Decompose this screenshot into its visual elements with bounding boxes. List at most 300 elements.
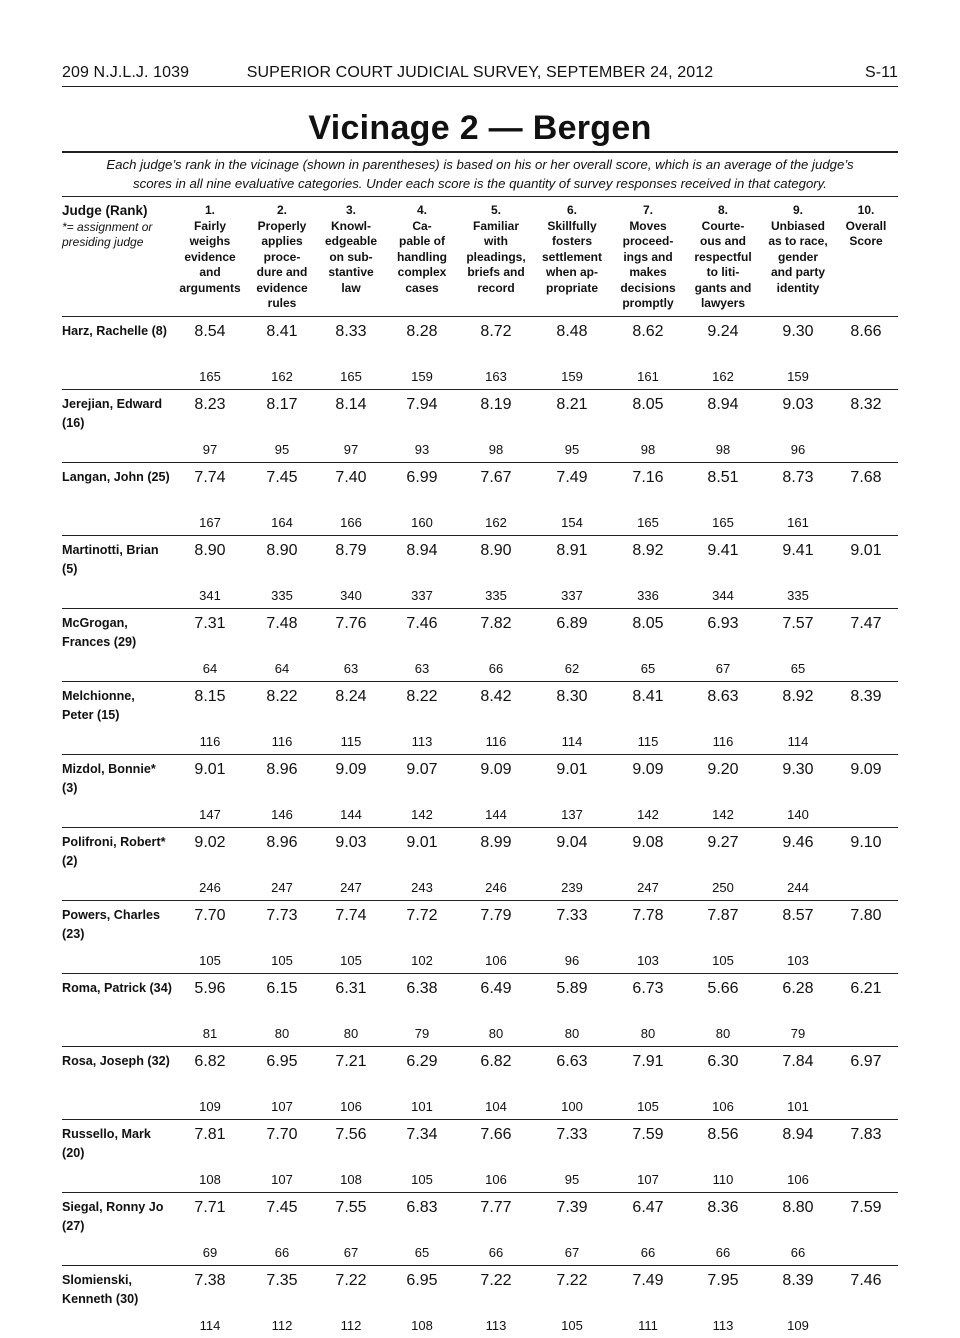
judge-name: Siegal, Ronny Jo (27) <box>62 1199 164 1233</box>
score-cell <box>246 389 318 462</box>
score-value: 6.95 <box>406 1271 438 1289</box>
score-cell <box>684 1046 762 1119</box>
score-value: 5.66 <box>707 979 739 997</box>
page-number: S-11 <box>864 64 898 81</box>
response-count: 160 <box>411 514 433 530</box>
response-count: 114 <box>787 733 809 749</box>
response-count: 243 <box>411 879 433 895</box>
score-value: 8.96 <box>266 760 298 778</box>
score-cell <box>612 900 684 973</box>
survey-page <box>62 62 898 1338</box>
score-cell <box>174 462 246 535</box>
score-value: 8.15 <box>194 687 226 705</box>
score-cell <box>246 535 318 608</box>
response-count: 67 <box>564 1244 580 1260</box>
score-value: 7.80 <box>850 906 882 924</box>
score-cell <box>460 1265 532 1338</box>
response-count: 165 <box>712 514 734 530</box>
score-value: 7.39 <box>556 1198 588 1216</box>
score-value: 8.91 <box>556 541 588 559</box>
score-value: 8.73 <box>782 468 814 486</box>
response-count: 162 <box>271 368 293 384</box>
score-value: 7.67 <box>480 468 512 486</box>
response-count: 97 <box>202 441 218 457</box>
score-value: 9.01 <box>406 833 438 851</box>
overall-score-cell <box>834 316 898 389</box>
score-cell <box>762 389 834 462</box>
score-cell <box>684 535 762 608</box>
response-count: 114 <box>199 1317 221 1333</box>
score-cell <box>318 535 384 608</box>
score-value: 6.95 <box>266 1052 298 1070</box>
score-value: 8.72 <box>480 322 512 340</box>
response-count: 246 <box>485 879 507 895</box>
score-value: 9.04 <box>556 833 588 851</box>
response-count: 159 <box>411 368 433 384</box>
score-cell <box>318 462 384 535</box>
response-count: 115 <box>637 733 659 749</box>
score-cell <box>612 1265 684 1338</box>
score-cell <box>762 754 834 827</box>
score-value: 7.68 <box>850 468 882 486</box>
score-cell <box>318 754 384 827</box>
score-value: 6.15 <box>266 979 298 997</box>
overall-score-cell <box>834 1192 898 1265</box>
response-count: 101 <box>411 1098 433 1114</box>
score-value: 8.62 <box>632 322 664 340</box>
score-value: 8.28 <box>406 322 438 340</box>
score-cell <box>460 608 532 681</box>
score-value: 8.99 <box>480 833 512 851</box>
score-cell <box>460 900 532 973</box>
score-cell <box>384 389 460 462</box>
score-value: 6.21 <box>850 979 882 997</box>
overall-score-cell <box>834 1046 898 1119</box>
response-count: 335 <box>485 587 507 603</box>
score-value: 8.14 <box>335 395 367 413</box>
judge-name: Jerejian, Edward (16) <box>62 396 163 430</box>
table-row <box>62 389 898 462</box>
score-value: 9.01 <box>194 760 226 778</box>
response-count: 67 <box>715 660 731 676</box>
score-cell <box>460 681 532 754</box>
score-cell <box>318 1265 384 1338</box>
score-cell <box>762 973 834 1046</box>
score-cell <box>684 827 762 900</box>
score-value: 9.09 <box>480 760 512 778</box>
score-value: 9.03 <box>335 833 367 851</box>
score-cell <box>384 1192 460 1265</box>
response-count: 142 <box>712 806 734 822</box>
score-value: 6.73 <box>632 979 664 997</box>
score-value: 7.48 <box>266 614 298 632</box>
response-count: 105 <box>340 952 362 968</box>
response-count: 63 <box>414 660 430 676</box>
response-count: 95 <box>564 441 580 457</box>
score-value: 7.47 <box>850 614 882 632</box>
score-cell <box>384 973 460 1046</box>
score-cell <box>532 389 612 462</box>
score-cell <box>460 1046 532 1119</box>
score-cell <box>174 827 246 900</box>
score-value: 5.96 <box>194 979 226 997</box>
response-count: 142 <box>637 806 659 822</box>
score-value: 7.46 <box>850 1271 882 1289</box>
score-cell <box>460 827 532 900</box>
score-value: 8.36 <box>707 1198 739 1216</box>
score-value: 9.03 <box>782 395 814 413</box>
score-cell <box>612 316 684 389</box>
response-count: 247 <box>340 879 362 895</box>
score-cell <box>532 1265 612 1338</box>
score-value: 7.77 <box>480 1198 512 1216</box>
response-count: 98 <box>640 441 656 457</box>
response-count: 80 <box>715 1025 731 1041</box>
response-count: 335 <box>271 587 293 603</box>
response-count: 114 <box>561 733 583 749</box>
score-cell <box>612 1046 684 1119</box>
score-value: 9.30 <box>782 322 814 340</box>
response-count: 97 <box>343 441 359 457</box>
response-count: 66 <box>790 1244 806 1260</box>
score-cell <box>460 973 532 1046</box>
score-value: 7.87 <box>707 906 739 924</box>
score-cell <box>460 754 532 827</box>
score-value: 7.95 <box>707 1271 739 1289</box>
score-value: 9.41 <box>782 541 814 559</box>
table-row <box>62 535 898 608</box>
score-cell <box>318 973 384 1046</box>
score-value: 8.63 <box>707 687 739 705</box>
score-cell <box>318 316 384 389</box>
score-value: 7.70 <box>194 906 226 924</box>
score-value: 8.54 <box>194 322 226 340</box>
response-count: 109 <box>787 1317 809 1333</box>
response-count: 80 <box>274 1025 290 1041</box>
score-value: 8.90 <box>194 541 226 559</box>
response-count: 113 <box>712 1317 734 1333</box>
score-cell <box>318 681 384 754</box>
running-head <box>62 62 898 87</box>
score-cell <box>612 827 684 900</box>
response-count: 98 <box>488 441 504 457</box>
response-count: 66 <box>488 660 504 676</box>
score-cell <box>384 462 460 535</box>
judge-name: Roma, Patrick (34) <box>62 980 172 995</box>
score-cell <box>174 900 246 973</box>
score-value: 6.49 <box>480 979 512 997</box>
response-count: 93 <box>414 441 430 457</box>
score-cell <box>246 1119 318 1192</box>
score-cell <box>384 1046 460 1119</box>
score-value: 6.99 <box>406 468 438 486</box>
score-value: 7.40 <box>335 468 367 486</box>
score-value: 8.17 <box>266 395 298 413</box>
response-count: 159 <box>787 368 809 384</box>
judge-column-header: Judge (Rank) *= assignment or presiding judge <box>62 203 153 249</box>
score-value: 8.51 <box>707 468 739 486</box>
response-count: 102 <box>411 952 433 968</box>
score-value: 8.66 <box>850 322 882 340</box>
response-count: 166 <box>340 514 362 530</box>
ratings-table <box>62 197 898 1338</box>
score-cell <box>318 827 384 900</box>
score-cell <box>246 681 318 754</box>
score-cell <box>174 608 246 681</box>
score-cell <box>762 1265 834 1338</box>
category-header-8: 8. Courte- ous and respectful to liti- gants and lawyers <box>694 203 752 310</box>
category-header-4: 4. Ca- pable of handling complex cases <box>397 203 447 295</box>
score-cell <box>318 389 384 462</box>
response-count: 100 <box>561 1098 583 1114</box>
overall-score-cell <box>834 389 898 462</box>
score-cell <box>318 1046 384 1119</box>
score-value: 7.46 <box>406 614 438 632</box>
response-count: 106 <box>340 1098 362 1114</box>
score-value: 7.35 <box>266 1271 298 1289</box>
score-value: 7.74 <box>194 468 226 486</box>
score-cell <box>460 462 532 535</box>
score-cell <box>532 827 612 900</box>
score-value: 8.05 <box>632 395 664 413</box>
response-count: 144 <box>340 806 362 822</box>
overall-score-cell <box>834 827 898 900</box>
score-value: 8.92 <box>782 687 814 705</box>
judge-name: Martinotti, Brian (5) <box>62 542 159 576</box>
judge-rows <box>62 316 898 1338</box>
response-count: 98 <box>715 441 731 457</box>
intro-text <box>62 153 898 196</box>
response-count: 69 <box>202 1244 218 1260</box>
score-cell <box>246 900 318 973</box>
score-cell <box>174 316 246 389</box>
score-cell <box>532 900 612 973</box>
score-value: 6.89 <box>556 614 588 632</box>
score-cell <box>460 535 532 608</box>
overall-score-cell <box>834 900 898 973</box>
response-count: 65 <box>414 1244 430 1260</box>
score-value: 7.49 <box>556 468 588 486</box>
score-value: 7.49 <box>632 1271 664 1289</box>
response-count: 105 <box>712 952 734 968</box>
score-cell <box>612 462 684 535</box>
judge-name: Polifroni, Robert* (2) <box>62 834 166 868</box>
category-header-2: 2. Properly applies proce- dure and evidence rules <box>256 203 308 310</box>
category-header-10: 10. Overall Score <box>845 203 887 248</box>
response-count: 113 <box>485 1317 507 1333</box>
score-cell <box>762 681 834 754</box>
score-cell <box>612 608 684 681</box>
score-value: 5.89 <box>556 979 588 997</box>
score-cell <box>384 1119 460 1192</box>
score-cell <box>384 827 460 900</box>
score-value: 9.20 <box>707 760 739 778</box>
response-count: 165 <box>199 368 221 384</box>
response-count: 154 <box>561 514 583 530</box>
response-count: 146 <box>271 806 293 822</box>
response-count: 147 <box>199 806 221 822</box>
score-cell <box>174 1192 246 1265</box>
score-cell <box>532 316 612 389</box>
score-cell <box>762 827 834 900</box>
response-count: 108 <box>199 1171 221 1187</box>
response-count: 163 <box>485 368 507 384</box>
judge-name: Powers, Charles (23) <box>62 907 160 941</box>
score-value: 8.94 <box>782 1125 814 1143</box>
score-value: 7.83 <box>850 1125 882 1143</box>
score-value: 7.72 <box>406 906 438 924</box>
judge-name: Rosa, Joseph (32) <box>62 1053 170 1068</box>
score-cell <box>612 754 684 827</box>
category-header-7: 7. Moves proceed- ings and makes decisions promptly <box>620 203 676 310</box>
score-cell <box>762 1119 834 1192</box>
overall-score-cell <box>834 973 898 1046</box>
response-count: 66 <box>488 1244 504 1260</box>
score-value: 9.09 <box>850 760 882 778</box>
table-row <box>62 462 898 535</box>
table-row <box>62 827 898 900</box>
column-header-row <box>62 197 898 316</box>
score-cell <box>384 1265 460 1338</box>
response-count: 116 <box>199 733 221 749</box>
score-value: 8.22 <box>266 687 298 705</box>
table-row <box>62 1046 898 1119</box>
response-count: 246 <box>199 879 221 895</box>
response-count: 111 <box>638 1317 658 1333</box>
score-value: 8.19 <box>480 395 512 413</box>
score-value: 7.33 <box>556 906 588 924</box>
score-value: 6.28 <box>782 979 814 997</box>
response-count: 104 <box>485 1098 507 1114</box>
score-value: 7.22 <box>480 1271 512 1289</box>
score-cell <box>174 681 246 754</box>
score-cell <box>612 1192 684 1265</box>
score-cell <box>684 973 762 1046</box>
score-cell <box>460 1192 532 1265</box>
score-value: 7.74 <box>335 906 367 924</box>
score-cell <box>684 681 762 754</box>
score-cell <box>460 316 532 389</box>
response-count: 341 <box>199 587 221 603</box>
score-cell <box>762 462 834 535</box>
score-value: 7.81 <box>194 1125 226 1143</box>
score-cell <box>762 1046 834 1119</box>
response-count: 105 <box>411 1171 433 1187</box>
response-count: 144 <box>485 806 507 822</box>
overall-score-cell <box>834 608 898 681</box>
score-cell <box>762 608 834 681</box>
response-count: 116 <box>712 733 734 749</box>
response-count: 116 <box>485 733 507 749</box>
score-value: 7.56 <box>335 1125 367 1143</box>
score-value: 9.09 <box>632 760 664 778</box>
score-value: 6.31 <box>335 979 367 997</box>
table-row <box>62 754 898 827</box>
score-value: 7.33 <box>556 1125 588 1143</box>
score-cell <box>762 535 834 608</box>
score-value: 8.24 <box>335 687 367 705</box>
response-count: 340 <box>340 587 362 603</box>
score-cell <box>384 900 460 973</box>
score-cell <box>532 608 612 681</box>
score-value: 9.24 <box>707 322 739 340</box>
score-value: 9.09 <box>335 760 367 778</box>
score-cell <box>532 1046 612 1119</box>
score-value: 7.38 <box>194 1271 226 1289</box>
response-count: 95 <box>274 441 290 457</box>
judge-name: Melchionne, Peter (15) <box>62 688 135 722</box>
response-count: 80 <box>343 1025 359 1041</box>
response-count: 105 <box>199 952 221 968</box>
score-cell <box>684 900 762 973</box>
response-count: 165 <box>637 514 659 530</box>
score-value: 7.78 <box>632 906 664 924</box>
score-cell <box>318 1192 384 1265</box>
score-cell <box>318 1119 384 1192</box>
response-count: 110 <box>712 1171 734 1187</box>
response-count: 107 <box>271 1098 293 1114</box>
intro-line-2: scores in all nine evaluative categories. Under each score is the quantity of survey responses received in that category. <box>133 176 827 191</box>
response-count: 115 <box>340 733 362 749</box>
overall-score-cell <box>834 754 898 827</box>
response-count: 65 <box>790 660 806 676</box>
judge-name: Russello, Mark (20) <box>62 1126 151 1160</box>
response-count: 337 <box>561 587 583 603</box>
response-count: 244 <box>787 879 809 895</box>
score-value: 7.31 <box>194 614 226 632</box>
score-cell <box>246 1046 318 1119</box>
response-count: 344 <box>712 587 734 603</box>
score-value: 6.63 <box>556 1052 588 1070</box>
score-value: 8.57 <box>782 906 814 924</box>
score-value: 8.92 <box>632 541 664 559</box>
response-count: 64 <box>202 660 218 676</box>
score-cell <box>246 973 318 1046</box>
score-value: 8.33 <box>335 322 367 340</box>
response-count: 80 <box>640 1025 656 1041</box>
response-count: 250 <box>712 879 734 895</box>
score-value: 9.01 <box>850 541 882 559</box>
table-row <box>62 608 898 681</box>
response-count: 67 <box>343 1244 359 1260</box>
score-value: 8.90 <box>480 541 512 559</box>
score-cell <box>532 1192 612 1265</box>
response-count: 66 <box>715 1244 731 1260</box>
score-value: 8.79 <box>335 541 367 559</box>
table-row <box>62 1192 898 1265</box>
response-count: 162 <box>485 514 507 530</box>
score-value: 7.91 <box>632 1052 664 1070</box>
score-cell <box>174 1119 246 1192</box>
response-count: 112 <box>340 1317 362 1333</box>
response-count: 167 <box>199 514 221 530</box>
score-value: 9.08 <box>632 833 664 851</box>
score-value: 7.59 <box>850 1198 882 1216</box>
score-cell <box>174 754 246 827</box>
response-count: 112 <box>271 1317 293 1333</box>
response-count: 335 <box>787 587 809 603</box>
judge-name: McGrogan, Frances (29) <box>62 615 137 649</box>
response-count: 105 <box>271 952 293 968</box>
response-count: 107 <box>637 1171 659 1187</box>
score-cell <box>612 389 684 462</box>
category-header-9: 9. Unbiased as to race, gender and party identity <box>768 203 828 295</box>
score-cell <box>612 1119 684 1192</box>
score-cell <box>532 1119 612 1192</box>
response-count: 142 <box>411 806 433 822</box>
score-value: 7.82 <box>480 614 512 632</box>
score-value: 7.79 <box>480 906 512 924</box>
